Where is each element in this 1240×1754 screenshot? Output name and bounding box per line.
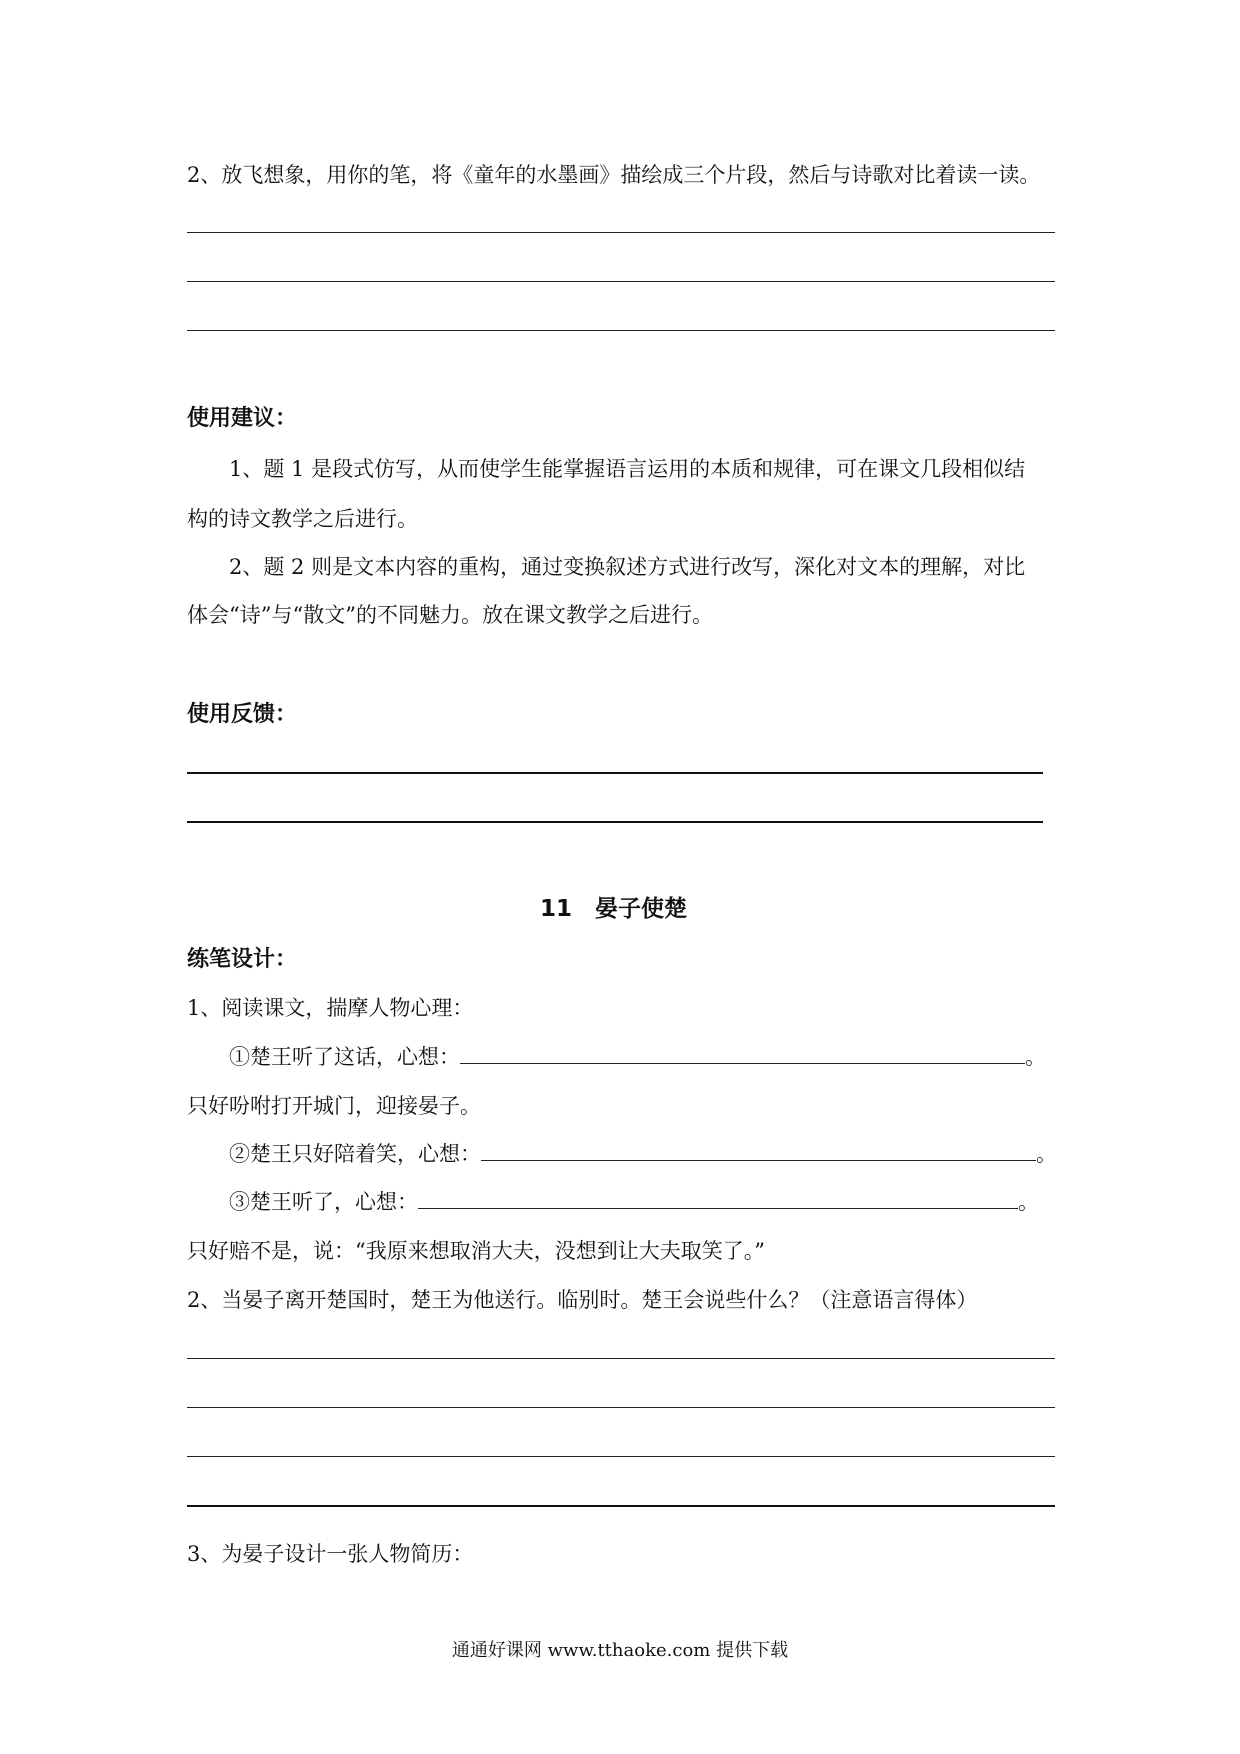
question-1-item-1 [229, 1042, 1046, 1072]
answer-line [187, 281, 1055, 282]
answer-line[interactable] [187, 1358, 1055, 1359]
writing-design-heading: 练笔设计： [187, 947, 298, 972]
item-3-prompt: ③楚王听了，心想： [229, 1190, 418, 1214]
usage-feedback-heading: 使用反馈： [187, 702, 298, 727]
answer-line[interactable] [187, 1456, 1055, 1457]
item-1-prompt: ①楚王听了这话，心想： [229, 1045, 460, 1069]
question-2-text-lesson: 2、当晏子离开楚国时，楚王为他送行。临别时。楚王会说些什么？（注意语言得体） [187, 1288, 978, 1312]
lesson-title: 11 晏子使楚 [540, 896, 688, 922]
answer-line[interactable] [187, 1505, 1055, 1507]
fill-blank[interactable] [460, 1045, 1025, 1064]
fill-blank[interactable] [418, 1190, 1018, 1209]
feedback-line [187, 821, 1043, 823]
usage-advice-heading: 使用建议： [187, 406, 298, 431]
question-1-item-3-after: 只好赔不是，说：“我原来想取消大夫，没想到让大夫取笑了。” [187, 1239, 765, 1263]
advice-item-1-line-1: 1、题 1 是段式仿写，从而使学生能掌握语言运用的本质和规律，可在课文几段相似结 [229, 457, 1026, 481]
advice-item-2-line-2: 体会“诗”与“散文”的不同魅力。放在课文教学之后进行。 [187, 603, 713, 627]
fill-blank[interactable] [481, 1142, 1036, 1161]
question-3-text: 3、为晏子设计一张人物简历： [187, 1542, 474, 1566]
question-1-item-2 [229, 1139, 1057, 1169]
question-1-item-3 [229, 1187, 1039, 1217]
answer-line [187, 232, 1055, 233]
blank-end-mark: 。 [1036, 1142, 1057, 1166]
advice-item-2-line-1: 2、题 2 则是文本内容的重构，通过变换叙述方式进行改写，深化对文本的理解，对比 [229, 555, 1026, 579]
feedback-line [187, 772, 1043, 774]
blank-end-mark: 。 [1025, 1045, 1046, 1069]
question-1-item-1-after: 只好吩咐打开城门，迎接晏子。 [187, 1094, 481, 1118]
blank-end-mark: 。 [1018, 1190, 1039, 1214]
item-2-prompt: ②楚王只好陪着笑，心想： [229, 1142, 481, 1166]
question-1-intro: 1、阅读课文，揣摩人物心理： [187, 996, 474, 1020]
footer-text: 通通好课网 www.tthaoke.com 提供下载 [451, 1640, 789, 1661]
advice-item-1-line-2: 构的诗文教学之后进行。 [187, 507, 418, 531]
answer-line[interactable] [187, 1407, 1055, 1408]
question-2-text: 2、放飞想象，用你的笔，将《童年的水墨画》描绘成三个片段，然后与诗歌对比着读一读。 [187, 163, 1041, 187]
answer-line [187, 330, 1055, 331]
